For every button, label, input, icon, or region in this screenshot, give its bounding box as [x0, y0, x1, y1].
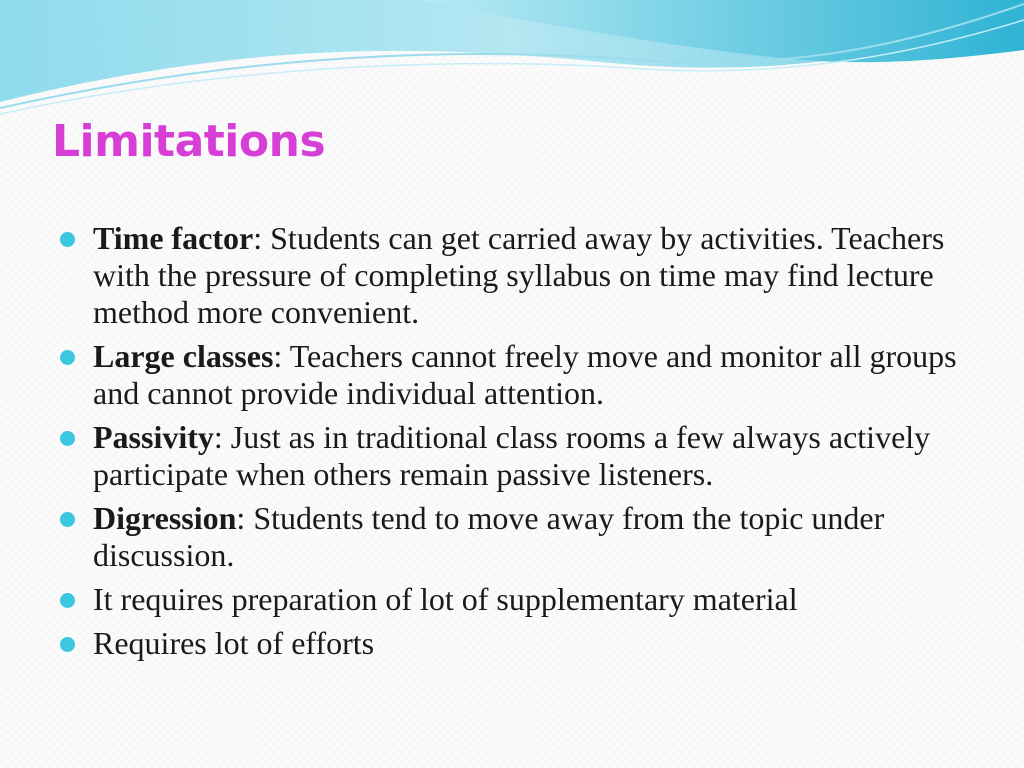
slide-title: Limitations: [52, 116, 326, 167]
bullet-text: : Students tend to move away from the topic under discussion.: [93, 500, 885, 573]
bullet-text: : Teachers cannot freely move and monitor all groups and cannot provide individual attention.: [93, 338, 957, 411]
bullet-term: Digression: [93, 500, 237, 536]
bullet-item-digression: [60, 500, 960, 574]
bullet-list: [60, 220, 960, 669]
bullet-dot-icon: [60, 232, 75, 247]
bullet-item-time-factor: [60, 220, 960, 331]
bullet-item-efforts: [60, 625, 960, 662]
bullet-item-passivity: [60, 419, 960, 493]
bullet-text: : Just as in traditional class rooms a few always actively participate when others remain passive listeners.: [93, 419, 931, 492]
bullet-item-large-classes: [60, 338, 960, 412]
bullet-term: Passivity: [93, 419, 214, 455]
bullet-dot-icon: [60, 512, 75, 527]
bullet-dot-icon: [60, 593, 75, 608]
header-wave-decoration: [0, 0, 1024, 120]
bullet-term: Large classes: [93, 338, 274, 374]
bullet-dot-icon: [60, 637, 75, 652]
bullet-term: Time factor: [93, 220, 254, 256]
bullet-text: : Students can get carried away by activities. Teachers with the pressure of completing syllabus on time may find lecture method more convenient.: [93, 220, 945, 330]
bullet-text: Requires lot of efforts: [93, 625, 375, 661]
bullet-dot-icon: [60, 350, 75, 365]
bullet-dot-icon: [60, 431, 75, 446]
bullet-item-supplementary-material: [60, 581, 960, 618]
bullet-text: It requires preparation of lot of supplementary material: [93, 581, 798, 617]
